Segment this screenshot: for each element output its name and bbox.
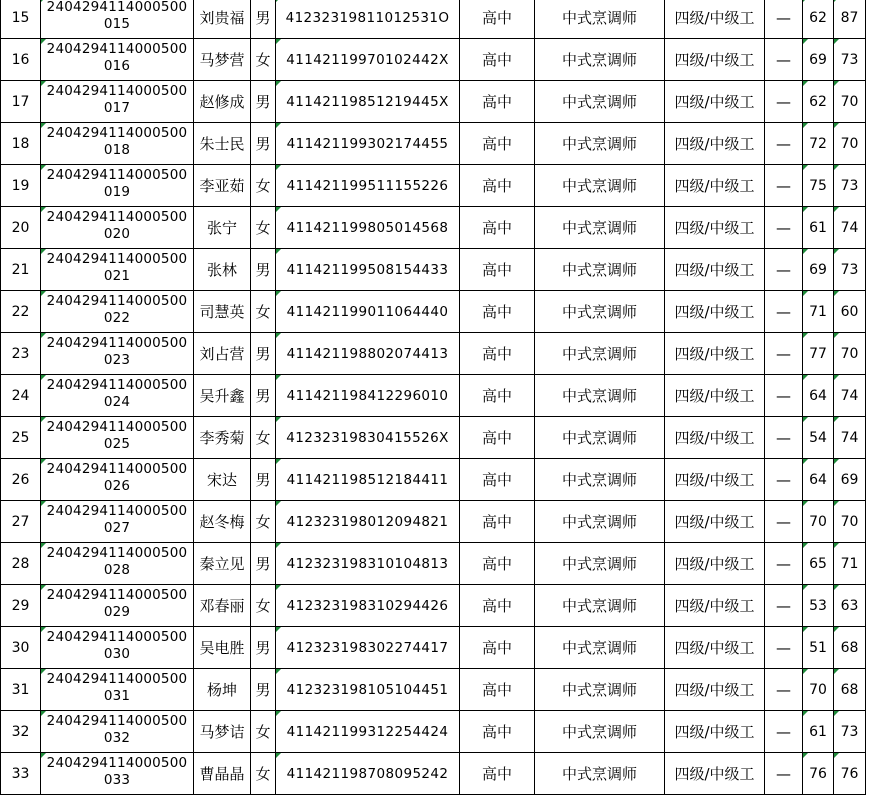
score-skill-cell[interactable]: 68 xyxy=(834,669,866,711)
level-cell[interactable]: 四级/中级工 xyxy=(665,417,765,459)
gender-cell[interactable]: 男 xyxy=(251,0,276,39)
education-cell[interactable]: 高中 xyxy=(460,165,535,207)
ticket-number-cell[interactable]: 2404294114000500033 xyxy=(41,753,194,795)
name-cell[interactable]: 吴升鑫 xyxy=(194,375,251,417)
score-theory-cell[interactable]: 54 xyxy=(803,417,834,459)
row-index-cell[interactable]: 25 xyxy=(1,417,41,459)
occupation-cell[interactable]: 中式烹调师 xyxy=(535,501,665,543)
level-cell[interactable]: 四级/中级工 xyxy=(665,543,765,585)
name-cell[interactable]: 马梦诘 xyxy=(194,711,251,753)
score-theory-cell[interactable]: 69 xyxy=(803,39,834,81)
row-index-cell[interactable]: 28 xyxy=(1,543,41,585)
score-skill-cell[interactable]: 73 xyxy=(834,249,866,291)
table-row[interactable] xyxy=(1,0,866,39)
occupation-cell[interactable]: 中式烹调师 xyxy=(535,165,665,207)
id-number-cell[interactable]: 412323198012094821 xyxy=(276,501,460,543)
score-skill-cell[interactable]: 87 xyxy=(834,0,866,39)
score-theory-cell[interactable]: 70 xyxy=(803,669,834,711)
score-skill-cell[interactable]: 74 xyxy=(834,417,866,459)
level-cell[interactable]: 四级/中级工 xyxy=(665,123,765,165)
education-cell[interactable]: 高中 xyxy=(460,543,535,585)
gender-cell[interactable]: 女 xyxy=(251,165,276,207)
education-cell[interactable]: 高中 xyxy=(460,249,535,291)
gender-cell[interactable]: 男 xyxy=(251,123,276,165)
name-cell[interactable]: 张林 xyxy=(194,249,251,291)
score-skill-cell[interactable]: 70 xyxy=(834,81,866,123)
gender-cell[interactable]: 女 xyxy=(251,207,276,249)
score-theory-cell[interactable]: 72 xyxy=(803,123,834,165)
level-cell[interactable]: 四级/中级工 xyxy=(665,753,765,795)
row-index-cell[interactable]: 30 xyxy=(1,627,41,669)
dash-cell[interactable]: — xyxy=(765,669,803,711)
dash-cell[interactable]: — xyxy=(765,123,803,165)
table-row[interactable] xyxy=(1,81,866,123)
table-row[interactable] xyxy=(1,291,866,333)
ticket-number-cell[interactable]: 2404294114000500018 xyxy=(41,123,194,165)
occupation-cell[interactable]: 中式烹调师 xyxy=(535,333,665,375)
level-cell[interactable]: 四级/中级工 xyxy=(665,585,765,627)
ticket-number-cell[interactable]: 2404294114000500029 xyxy=(41,585,194,627)
dash-cell[interactable]: — xyxy=(765,39,803,81)
name-cell[interactable]: 赵修成 xyxy=(194,81,251,123)
id-number-cell[interactable]: 41232319811012531O xyxy=(276,0,460,39)
table-row[interactable] xyxy=(1,39,866,81)
occupation-cell[interactable]: 中式烹调师 xyxy=(535,39,665,81)
row-index-cell[interactable]: 31 xyxy=(1,669,41,711)
score-skill-cell[interactable]: 73 xyxy=(834,39,866,81)
ticket-number-cell[interactable]: 2404294114000500031 xyxy=(41,669,194,711)
name-cell[interactable]: 张宁 xyxy=(194,207,251,249)
score-theory-cell[interactable]: 75 xyxy=(803,165,834,207)
row-index-cell[interactable]: 21 xyxy=(1,249,41,291)
occupation-cell[interactable]: 中式烹调师 xyxy=(535,81,665,123)
ticket-number-cell[interactable]: 2404294114000500019 xyxy=(41,165,194,207)
table-row[interactable] xyxy=(1,123,866,165)
dash-cell[interactable]: — xyxy=(765,165,803,207)
gender-cell[interactable]: 女 xyxy=(251,585,276,627)
table-row[interactable] xyxy=(1,249,866,291)
ticket-number-cell[interactable]: 2404294114000500032 xyxy=(41,711,194,753)
gender-cell[interactable]: 男 xyxy=(251,543,276,585)
score-theory-cell[interactable]: 65 xyxy=(803,543,834,585)
occupation-cell[interactable]: 中式烹调师 xyxy=(535,249,665,291)
level-cell[interactable]: 四级/中级工 xyxy=(665,669,765,711)
id-number-cell[interactable]: 411421198412296010 xyxy=(276,375,460,417)
education-cell[interactable]: 高中 xyxy=(460,291,535,333)
table-row[interactable] xyxy=(1,375,866,417)
name-cell[interactable]: 马梦营 xyxy=(194,39,251,81)
level-cell[interactable]: 四级/中级工 xyxy=(665,207,765,249)
dash-cell[interactable]: — xyxy=(765,501,803,543)
score-theory-cell[interactable]: 61 xyxy=(803,711,834,753)
id-number-cell[interactable]: 411421198512184411 xyxy=(276,459,460,501)
id-number-cell[interactable]: 411421198802074413 xyxy=(276,333,460,375)
row-index-cell[interactable]: 18 xyxy=(1,123,41,165)
level-cell[interactable]: 四级/中级工 xyxy=(665,375,765,417)
level-cell[interactable]: 四级/中级工 xyxy=(665,333,765,375)
education-cell[interactable]: 高中 xyxy=(460,711,535,753)
occupation-cell[interactable]: 中式烹调师 xyxy=(535,753,665,795)
score-skill-cell[interactable]: 60 xyxy=(834,291,866,333)
education-cell[interactable]: 高中 xyxy=(460,417,535,459)
dash-cell[interactable]: — xyxy=(765,333,803,375)
score-skill-cell[interactable]: 73 xyxy=(834,711,866,753)
row-index-cell[interactable]: 16 xyxy=(1,39,41,81)
name-cell[interactable]: 李秀菊 xyxy=(194,417,251,459)
score-skill-cell[interactable]: 68 xyxy=(834,627,866,669)
level-cell[interactable]: 四级/中级工 xyxy=(665,291,765,333)
occupation-cell[interactable]: 中式烹调师 xyxy=(535,459,665,501)
score-theory-cell[interactable]: 69 xyxy=(803,249,834,291)
table-row[interactable] xyxy=(1,585,866,627)
score-theory-cell[interactable]: 61 xyxy=(803,207,834,249)
gender-cell[interactable]: 男 xyxy=(251,459,276,501)
table-row[interactable] xyxy=(1,669,866,711)
level-cell[interactable]: 四级/中级工 xyxy=(665,81,765,123)
row-index-cell[interactable]: 26 xyxy=(1,459,41,501)
score-theory-cell[interactable]: 70 xyxy=(803,501,834,543)
row-index-cell[interactable]: 22 xyxy=(1,291,41,333)
ticket-number-cell[interactable]: 2404294114000500020 xyxy=(41,207,194,249)
id-number-cell[interactable]: 411421199312254424 xyxy=(276,711,460,753)
id-number-cell[interactable]: 412323198310104813 xyxy=(276,543,460,585)
score-theory-cell[interactable]: 71 xyxy=(803,291,834,333)
ticket-number-cell[interactable]: 2404294114000500026 xyxy=(41,459,194,501)
name-cell[interactable]: 杨坤 xyxy=(194,669,251,711)
name-cell[interactable]: 司慧英 xyxy=(194,291,251,333)
gender-cell[interactable]: 女 xyxy=(251,291,276,333)
row-index-cell[interactable]: 27 xyxy=(1,501,41,543)
table-row[interactable] xyxy=(1,417,866,459)
gender-cell[interactable]: 女 xyxy=(251,39,276,81)
id-number-cell[interactable]: 41142119970102442X xyxy=(276,39,460,81)
education-cell[interactable]: 高中 xyxy=(460,753,535,795)
score-theory-cell[interactable]: 77 xyxy=(803,333,834,375)
occupation-cell[interactable]: 中式烹调师 xyxy=(535,0,665,39)
table-row[interactable] xyxy=(1,207,866,249)
gender-cell[interactable]: 男 xyxy=(251,627,276,669)
table-row[interactable] xyxy=(1,753,866,795)
education-cell[interactable]: 高中 xyxy=(460,669,535,711)
name-cell[interactable]: 李亚茹 xyxy=(194,165,251,207)
name-cell[interactable]: 刘贵福 xyxy=(194,0,251,39)
score-skill-cell[interactable]: 71 xyxy=(834,543,866,585)
row-index-cell[interactable]: 29 xyxy=(1,585,41,627)
gender-cell[interactable]: 女 xyxy=(251,711,276,753)
row-index-cell[interactable]: 23 xyxy=(1,333,41,375)
score-skill-cell[interactable]: 74 xyxy=(834,207,866,249)
name-cell[interactable]: 赵冬梅 xyxy=(194,501,251,543)
id-number-cell[interactable]: 412323198310294426 xyxy=(276,585,460,627)
ticket-number-cell[interactable]: 2404294114000500021 xyxy=(41,249,194,291)
row-index-cell[interactable]: 20 xyxy=(1,207,41,249)
gender-cell[interactable]: 男 xyxy=(251,249,276,291)
score-theory-cell[interactable]: 64 xyxy=(803,375,834,417)
score-skill-cell[interactable]: 73 xyxy=(834,165,866,207)
row-index-cell[interactable]: 15 xyxy=(1,0,41,39)
dash-cell[interactable]: — xyxy=(765,711,803,753)
occupation-cell[interactable]: 中式烹调师 xyxy=(535,291,665,333)
row-index-cell[interactable]: 19 xyxy=(1,165,41,207)
table-body xyxy=(1,0,866,795)
occupation-cell[interactable]: 中式烹调师 xyxy=(535,669,665,711)
id-number-cell[interactable]: 41232319830415526X xyxy=(276,417,460,459)
level-cell[interactable]: 四级/中级工 xyxy=(665,249,765,291)
ticket-number-cell[interactable]: 2404294114000500017 xyxy=(41,81,194,123)
gender-cell[interactable]: 男 xyxy=(251,669,276,711)
education-cell[interactable]: 高中 xyxy=(460,0,535,39)
education-cell[interactable]: 高中 xyxy=(460,459,535,501)
id-number-cell[interactable]: 411421199302174455 xyxy=(276,123,460,165)
row-index-cell[interactable]: 17 xyxy=(1,81,41,123)
score-theory-cell[interactable]: 53 xyxy=(803,585,834,627)
education-cell[interactable]: 高中 xyxy=(460,585,535,627)
id-number-cell[interactable]: 411421199508154433 xyxy=(276,249,460,291)
ticket-number-cell[interactable]: 2404294114000500025 xyxy=(41,417,194,459)
dash-cell[interactable]: — xyxy=(765,417,803,459)
education-cell[interactable]: 高中 xyxy=(460,627,535,669)
ticket-number-cell[interactable]: 2404294114000500023 xyxy=(41,333,194,375)
score-theory-cell[interactable]: 76 xyxy=(803,753,834,795)
occupation-cell[interactable]: 中式烹调师 xyxy=(535,207,665,249)
score-skill-cell[interactable]: 70 xyxy=(834,333,866,375)
table-row[interactable] xyxy=(1,459,866,501)
gender-cell[interactable]: 男 xyxy=(251,375,276,417)
ticket-number-cell[interactable]: 2404294114000500024 xyxy=(41,375,194,417)
level-cell[interactable]: 四级/中级工 xyxy=(665,165,765,207)
level-cell[interactable]: 四级/中级工 xyxy=(665,39,765,81)
id-number-cell[interactable]: 41142119851219445X xyxy=(276,81,460,123)
score-theory-cell[interactable]: 64 xyxy=(803,459,834,501)
score-skill-cell[interactable]: 76 xyxy=(834,753,866,795)
id-number-cell[interactable]: 411421199511155226 xyxy=(276,165,460,207)
dash-cell[interactable]: — xyxy=(765,207,803,249)
dash-cell[interactable]: — xyxy=(765,543,803,585)
ticket-number-cell[interactable]: 2404294114000500030 xyxy=(41,627,194,669)
id-number-cell[interactable]: 411421198708095242 xyxy=(276,753,460,795)
dash-cell[interactable]: — xyxy=(765,81,803,123)
table-row[interactable] xyxy=(1,165,866,207)
id-number-cell[interactable]: 411421199805014568 xyxy=(276,207,460,249)
ticket-number-cell[interactable]: 2404294114000500015 xyxy=(41,0,194,39)
level-cell[interactable]: 四级/中级工 xyxy=(665,459,765,501)
education-cell[interactable]: 高中 xyxy=(460,123,535,165)
dash-cell[interactable]: — xyxy=(765,249,803,291)
score-theory-cell[interactable]: 62 xyxy=(803,0,834,39)
name-cell[interactable]: 曹晶晶 xyxy=(194,753,251,795)
ticket-number-cell[interactable]: 2404294114000500022 xyxy=(41,291,194,333)
table-row[interactable] xyxy=(1,501,866,543)
dash-cell[interactable]: — xyxy=(765,459,803,501)
table-row[interactable] xyxy=(1,333,866,375)
ticket-number-cell[interactable]: 2404294114000500027 xyxy=(41,501,194,543)
occupation-cell[interactable]: 中式烹调师 xyxy=(535,585,665,627)
dash-cell[interactable]: — xyxy=(765,291,803,333)
education-cell[interactable]: 高中 xyxy=(460,501,535,543)
ticket-number-cell[interactable]: 2404294114000500028 xyxy=(41,543,194,585)
id-number-cell[interactable]: 412323198105104451 xyxy=(276,669,460,711)
score-skill-cell[interactable]: 70 xyxy=(834,501,866,543)
table-row[interactable] xyxy=(1,543,866,585)
dash-cell[interactable]: — xyxy=(765,627,803,669)
row-index-cell[interactable]: 32 xyxy=(1,711,41,753)
id-number-cell[interactable]: 412323198302274417 xyxy=(276,627,460,669)
gender-cell[interactable]: 女 xyxy=(251,753,276,795)
occupation-cell[interactable]: 中式烹调师 xyxy=(535,711,665,753)
education-cell[interactable]: 高中 xyxy=(460,333,535,375)
ticket-number-cell[interactable]: 2404294114000500016 xyxy=(41,39,194,81)
name-cell[interactable]: 吴电胜 xyxy=(194,627,251,669)
row-index-cell[interactable]: 33 xyxy=(1,753,41,795)
education-cell[interactable]: 高中 xyxy=(460,81,535,123)
occupation-cell[interactable]: 中式烹调师 xyxy=(535,123,665,165)
dash-cell[interactable]: — xyxy=(765,753,803,795)
education-cell[interactable]: 高中 xyxy=(460,39,535,81)
level-cell[interactable]: 四级/中级工 xyxy=(665,0,765,39)
table-row[interactable] xyxy=(1,711,866,753)
name-cell[interactable]: 邓春丽 xyxy=(194,585,251,627)
occupation-cell[interactable]: 中式烹调师 xyxy=(535,627,665,669)
occupation-cell[interactable]: 中式烹调师 xyxy=(535,375,665,417)
level-cell[interactable]: 四级/中级工 xyxy=(665,711,765,753)
dash-cell[interactable]: — xyxy=(765,0,803,39)
name-cell[interactable]: 朱士民 xyxy=(194,123,251,165)
score-skill-cell[interactable]: 74 xyxy=(834,375,866,417)
score-skill-cell[interactable]: 69 xyxy=(834,459,866,501)
gender-cell[interactable]: 女 xyxy=(251,501,276,543)
education-cell[interactable]: 高中 xyxy=(460,207,535,249)
score-skill-cell[interactable]: 63 xyxy=(834,585,866,627)
education-cell[interactable]: 高中 xyxy=(460,375,535,417)
score-theory-cell[interactable]: 62 xyxy=(803,81,834,123)
gender-cell[interactable]: 男 xyxy=(251,81,276,123)
occupation-cell[interactable]: 中式烹调师 xyxy=(535,417,665,459)
row-index-cell[interactable]: 24 xyxy=(1,375,41,417)
dash-cell[interactable]: — xyxy=(765,375,803,417)
table-row[interactable] xyxy=(1,627,866,669)
name-cell[interactable]: 刘占营 xyxy=(194,333,251,375)
score-skill-cell[interactable]: 70 xyxy=(834,123,866,165)
level-cell[interactable]: 四级/中级工 xyxy=(665,501,765,543)
score-theory-cell[interactable]: 51 xyxy=(803,627,834,669)
occupation-cell[interactable]: 中式烹调师 xyxy=(535,543,665,585)
gender-cell[interactable]: 女 xyxy=(251,417,276,459)
gender-cell[interactable]: 男 xyxy=(251,333,276,375)
id-number-cell[interactable]: 411421199011064440 xyxy=(276,291,460,333)
name-cell[interactable]: 秦立见 xyxy=(194,543,251,585)
name-cell[interactable]: 宋达 xyxy=(194,459,251,501)
level-cell[interactable]: 四级/中级工 xyxy=(665,627,765,669)
dash-cell[interactable]: — xyxy=(765,585,803,627)
